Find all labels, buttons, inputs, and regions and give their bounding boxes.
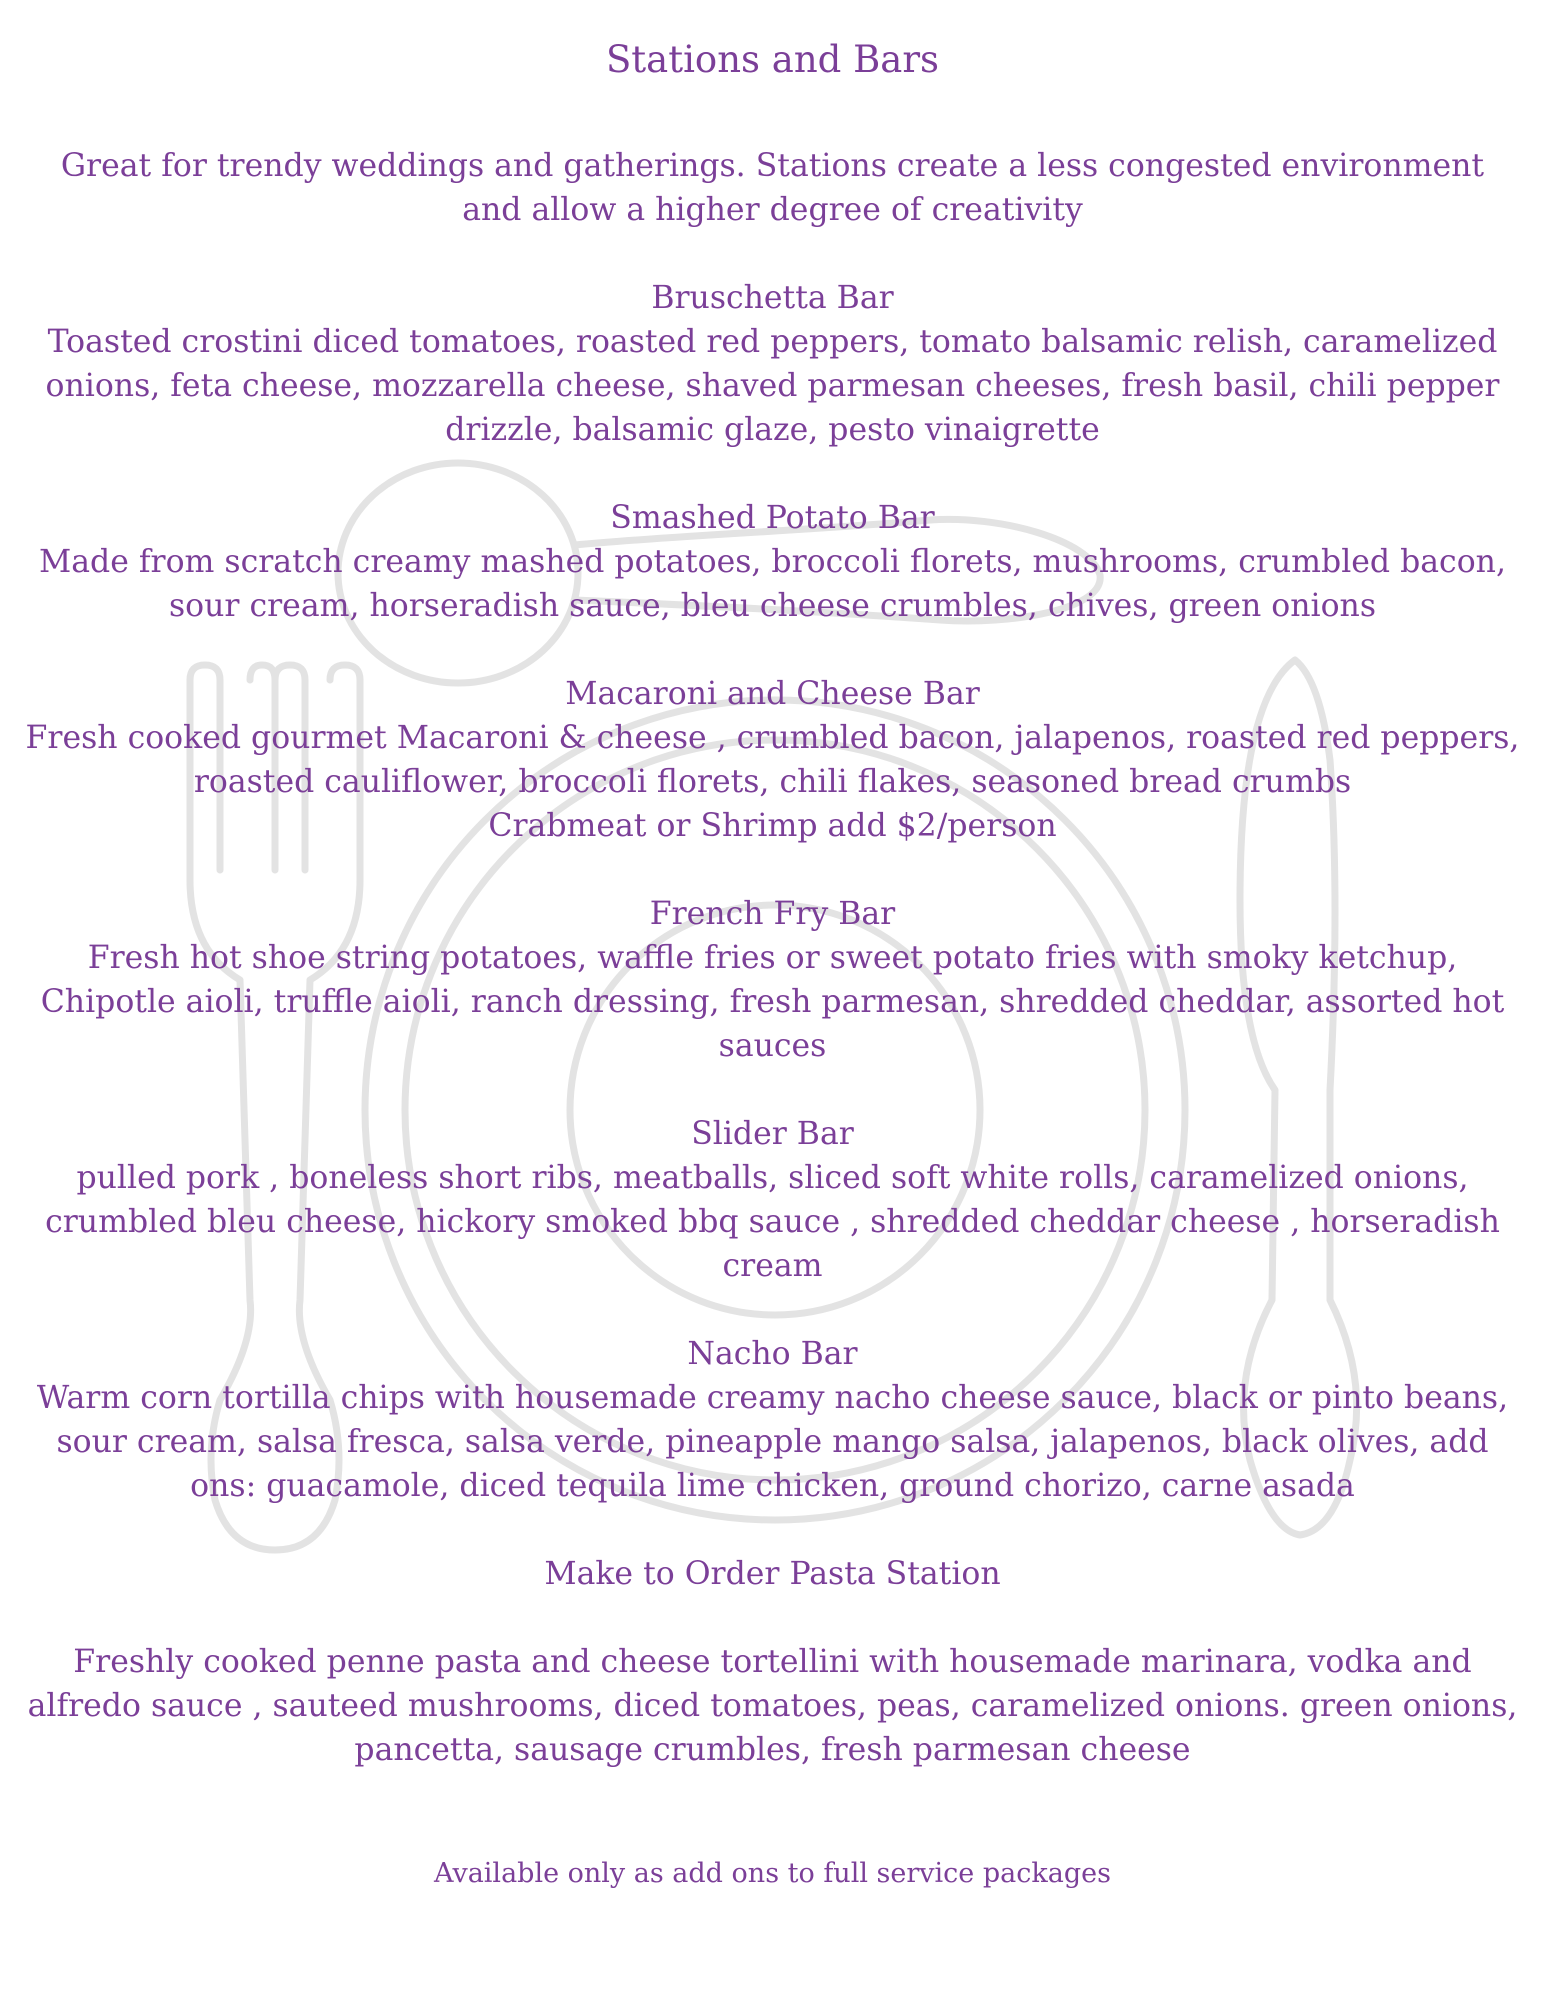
station-description-line: Fresh cooked gourmet Macaroni & cheese , crumbled bacon, jalapenos, roasted red peppers,	[25, 720, 1520, 756]
station-description-line: Warm corn tortilla chips with housemade creamy nacho cheese sauce, black or pinto beans,	[36, 1380, 1509, 1416]
station-description-line: ons: guacamole, diced tequila lime chicken, ground chorizo, carne asada	[190, 1468, 1355, 1504]
footer-note: Available only as add ons to full service packages	[434, 1858, 1111, 1889]
station-description-line: Freshly cooked penne pasta and cheese tortellini with housemade marinara, vodka and	[73, 1644, 1472, 1680]
station-description-line: roasted cauliflower, broccoli florets, chili flakes, seasoned bread crumbs	[193, 764, 1352, 800]
station-heading: Bruschetta Bar	[651, 280, 894, 316]
station-heading: French Fry Bar	[649, 896, 896, 932]
station-heading: Smashed Potato Bar	[610, 500, 935, 536]
station-description-line: pancetta, sausage crumbles, fresh parmesan cheese	[354, 1732, 1191, 1768]
station-heading: Nacho Bar	[687, 1336, 858, 1372]
station-description-line: onions, feta cheese, mozzarella cheese, shaved parmesan cheeses, fresh basil, chili pepper	[45, 368, 1500, 404]
station-description-line: crumbled bleu cheese, hickory smoked bbq sauce , shredded cheddar cheese , horseradish	[45, 1204, 1500, 1240]
station-heading: Macaroni and Cheese Bar	[565, 676, 980, 712]
page-title: Stations and Bars	[605, 38, 940, 81]
station-description-line: Chipotle aioli, truffle aioli, ranch dressing, fresh parmesan, shredded cheddar, assorted hot	[40, 984, 1505, 1020]
intro-line: Great for trendy weddings and gatherings. Stations create a less congested environment	[60, 148, 1485, 184]
station-description-line: cream	[722, 1248, 823, 1284]
station-description-line: Made from scratch creamy mashed potatoes, broccoli florets, mushrooms, crumbled bacon,	[39, 544, 1506, 580]
intro-line: and allow a higher degree of creativity	[462, 192, 1083, 228]
station-description-line: sour cream, salsa fresca, salsa verde, pineapple mango salsa, jalapenos, black olives, add	[56, 1424, 1489, 1460]
station-heading: Slider Bar	[691, 1116, 854, 1152]
station-description-line: sauces	[718, 1028, 827, 1064]
station-description-line: drizzle, balsamic glaze, pesto vinaigrette	[445, 412, 1100, 448]
station-description-line: Fresh hot shoe string potatoes, waffle fries or sweet potato fries with smoky ketchup,	[87, 940, 1458, 976]
station-description-line: alfredo sauce , sauteed mushrooms, diced tomatoes, peas, caramelized onions. green onions,	[27, 1688, 1518, 1724]
station-description-line: Toasted crostini diced tomatoes, roasted red peppers, tomato balsamic relish, caramelized	[47, 324, 1498, 360]
station-description-line: sour cream, horseradish sauce, bleu cheese crumbles, chives, green onions	[168, 588, 1377, 624]
station-heading: Make to Order Pasta Station	[544, 1556, 1001, 1592]
station-description-line: pulled pork , boneless short ribs, meatballs, sliced soft white rolls, caramelized onions,	[76, 1160, 1469, 1196]
station-description-line: Crabmeat or Shrimp add $2/person	[488, 808, 1057, 844]
